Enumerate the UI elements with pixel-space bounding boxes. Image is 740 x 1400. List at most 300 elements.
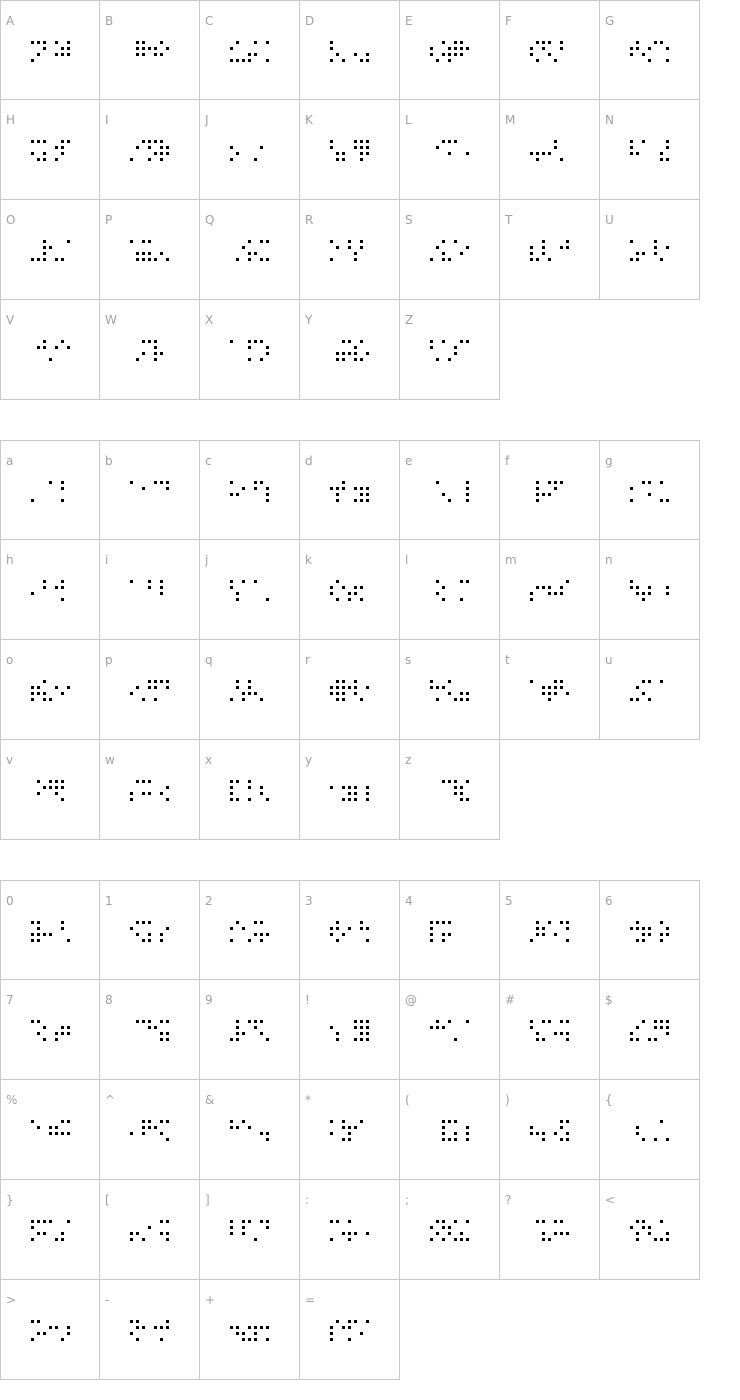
glyph-dot — [330, 240, 333, 243]
glyph-dot — [342, 1120, 345, 1123]
glyph-dot — [136, 780, 139, 783]
glyph-dot — [542, 692, 545, 695]
glyph-dot — [148, 240, 151, 243]
glyph-dot — [342, 352, 345, 355]
glyph-dot — [348, 1320, 351, 1323]
glyph-dot — [348, 927, 351, 930]
glyph-preview — [430, 41, 470, 61]
glyph-dot — [49, 358, 52, 361]
glyph-dot — [67, 1026, 70, 1029]
glyph-label: e — [405, 454, 413, 468]
glyph-dot — [642, 692, 645, 695]
glyph-dot — [560, 1020, 563, 1023]
glyph-dot — [31, 939, 34, 942]
glyph-dot — [160, 586, 163, 589]
glyph-dot — [336, 246, 339, 249]
glyph-dot — [542, 586, 545, 589]
glyph-dot — [448, 47, 451, 50]
glyph-cell — [0, 440, 100, 540]
glyph-preview — [130, 921, 170, 941]
glyph-dot — [61, 1238, 64, 1241]
glyph-dot — [248, 59, 251, 62]
glyph-dot — [366, 1038, 369, 1041]
glyph-dot — [136, 258, 139, 261]
glyph-dot — [242, 580, 245, 583]
glyph-dot — [230, 158, 233, 161]
glyph-dot — [354, 1038, 357, 1041]
glyph-preview — [130, 340, 170, 360]
glyph-dot — [530, 598, 533, 601]
glyph-dot — [260, 921, 263, 924]
glyph-dots — [230, 41, 272, 65]
glyph-preview — [530, 41, 570, 61]
glyph-dot — [154, 698, 157, 701]
glyph-dot — [130, 158, 133, 161]
glyph-dot — [130, 481, 133, 484]
glyph-label: 1 — [105, 894, 113, 908]
glyph-preview — [630, 481, 670, 501]
glyph-cell — [600, 200, 700, 300]
glyph-dot — [160, 680, 163, 683]
glyph-dot — [454, 140, 457, 143]
glyph-dot — [49, 1326, 52, 1329]
glyph-dot — [230, 493, 233, 496]
glyph-cell — [600, 540, 700, 640]
glyph-label: [ — [105, 1193, 110, 1207]
glyph-dot — [166, 47, 169, 50]
glyph-dots — [630, 1020, 672, 1044]
glyph-dot — [248, 1338, 251, 1341]
glyph-cell — [500, 880, 600, 980]
glyph-dot — [366, 786, 369, 789]
glyph-dot — [37, 1320, 40, 1323]
glyph-dot — [436, 246, 439, 249]
glyph-label: 8 — [105, 993, 113, 1007]
glyph-dot — [142, 792, 145, 795]
glyph-dot — [160, 1326, 163, 1329]
glyph-dot — [448, 140, 451, 143]
glyph-dots — [31, 1220, 73, 1244]
glyph-dot — [548, 41, 551, 44]
glyph-dot — [37, 927, 40, 930]
glyph-cell — [400, 640, 500, 740]
glyph-dot — [266, 352, 269, 355]
glyph-dot — [360, 140, 363, 143]
glyph-dot — [248, 258, 251, 261]
glyph-dots — [530, 1120, 572, 1144]
glyph-dot — [154, 47, 157, 50]
glyph-dot — [236, 780, 239, 783]
glyph-dot — [37, 939, 40, 942]
glyph-dot — [254, 1026, 257, 1029]
glyph-dot — [154, 352, 157, 355]
glyph-dot — [61, 786, 64, 789]
glyph-label: f — [505, 454, 510, 468]
glyph-cell — [300, 640, 400, 740]
glyph-dot — [354, 680, 357, 683]
glyph-dot — [160, 53, 163, 56]
glyph-dot — [37, 1126, 40, 1129]
glyph-dot — [336, 53, 339, 56]
glyph-label: * — [305, 1093, 311, 1107]
glyph-cell — [300, 540, 400, 640]
glyph-dot — [630, 240, 633, 243]
glyph-dot — [430, 686, 433, 689]
glyph-dot — [430, 340, 433, 343]
glyph-label: % — [6, 1093, 18, 1107]
glyph-dot — [654, 1138, 657, 1141]
glyph-dot — [55, 258, 58, 261]
glyph-dots — [31, 921, 73, 945]
glyph-dot — [148, 1020, 151, 1023]
glyph-dot — [49, 1126, 52, 1129]
glyph-dot — [330, 59, 333, 62]
glyph-dot — [55, 53, 58, 56]
glyph-dot — [466, 780, 469, 783]
glyph-dot — [660, 152, 663, 155]
glyph-dot — [342, 158, 345, 161]
glyph-preview — [430, 680, 470, 700]
glyph-dot — [148, 1226, 151, 1229]
glyph-label: D — [305, 14, 315, 28]
glyph-dot — [660, 680, 663, 683]
glyph-dots — [330, 580, 372, 604]
glyph-dot — [330, 140, 333, 143]
glyph-dot — [130, 692, 133, 695]
glyph-dot — [360, 1332, 363, 1335]
glyph-dot — [266, 346, 269, 349]
glyph-cell — [0, 880, 100, 980]
glyph-dot — [260, 1132, 263, 1135]
glyph-dot — [448, 1120, 451, 1123]
glyph-dot — [542, 246, 545, 249]
glyph-dots — [31, 780, 73, 804]
glyph-label: R — [305, 213, 314, 227]
glyph-label: P — [105, 213, 113, 227]
glyph-dot — [666, 499, 669, 502]
glyph-dot — [648, 59, 651, 62]
glyph-dot — [354, 487, 357, 490]
glyph-preview — [130, 1020, 170, 1040]
glyph-dot — [148, 140, 151, 143]
glyph-preview — [230, 41, 270, 61]
glyph-label: K — [305, 113, 313, 127]
glyph-dot — [466, 1020, 469, 1023]
glyph-dot — [336, 493, 339, 496]
glyph-dot — [448, 258, 451, 261]
glyph-dot — [55, 146, 58, 149]
glyph-dot — [460, 340, 463, 343]
glyph-dot — [148, 1120, 151, 1123]
glyph-dot — [666, 1032, 669, 1035]
glyph-dot — [330, 41, 333, 44]
section-lowercase — [0, 440, 700, 840]
glyph-dot — [136, 41, 139, 44]
glyph-dot — [230, 1226, 233, 1229]
glyph-dot — [560, 586, 563, 589]
glyph-dot — [660, 933, 663, 936]
glyph-dot — [442, 1120, 445, 1123]
glyph-label: y — [305, 753, 313, 767]
glyph-dot — [166, 1020, 169, 1023]
glyph-preview — [530, 481, 570, 501]
glyph-dot — [448, 780, 451, 783]
glyph-preview — [230, 140, 270, 160]
glyph-cell — [400, 540, 500, 640]
glyph-dot — [43, 47, 46, 50]
glyph-label: Y — [305, 313, 313, 327]
glyph-dot — [336, 499, 339, 502]
glyph-dot — [666, 246, 669, 249]
glyph-dot — [354, 252, 357, 255]
glyph-dot — [342, 698, 345, 701]
glyph-dot — [142, 780, 145, 783]
glyph-dot — [454, 1220, 457, 1223]
glyph-dot — [530, 1020, 533, 1023]
glyph-dot — [348, 1238, 351, 1241]
glyph-dot — [536, 1132, 539, 1135]
glyph-dots — [530, 580, 572, 604]
glyph-dot — [630, 152, 633, 155]
glyph-dot — [154, 1026, 157, 1029]
glyph-dot — [31, 592, 34, 595]
glyph-dots — [31, 1320, 73, 1344]
glyph-dot — [260, 481, 263, 484]
glyph-dots — [230, 240, 272, 264]
glyph-dot — [366, 792, 369, 795]
glyph-dot — [236, 1038, 239, 1041]
glyph-label: w — [105, 753, 115, 767]
glyph-dot — [542, 152, 545, 155]
glyph-dot — [254, 340, 257, 343]
glyph-cell — [500, 200, 600, 300]
glyph-dot — [436, 592, 439, 595]
glyph-dot — [31, 59, 34, 62]
glyph-dot — [642, 1138, 645, 1141]
glyph-dot — [166, 1326, 169, 1329]
glyph-preview — [31, 780, 71, 800]
glyph-label: 3 — [305, 894, 313, 908]
glyph-cell — [400, 300, 500, 400]
glyph-dot — [61, 1232, 64, 1235]
glyph-label: { — [605, 1093, 613, 1107]
glyph-cell — [300, 0, 400, 100]
glyph-dot — [366, 53, 369, 56]
glyph-preview — [430, 921, 470, 941]
glyph-dot — [366, 152, 369, 155]
glyph-preview — [230, 1120, 270, 1140]
glyph-dot — [642, 592, 645, 595]
glyph-dot — [154, 53, 157, 56]
glyph-dot — [330, 1326, 333, 1329]
glyph-dot — [230, 798, 233, 801]
glyph-label: 9 — [205, 993, 213, 1007]
glyph-dot — [248, 780, 251, 783]
glyph-dot — [148, 933, 151, 936]
glyph-dot — [248, 346, 251, 349]
glyph-dot — [448, 692, 451, 695]
glyph-dot — [148, 258, 151, 261]
glyph-dot — [442, 598, 445, 601]
glyph-dot — [448, 921, 451, 924]
glyph-cell — [300, 300, 400, 400]
glyph-cell — [200, 980, 300, 1080]
glyph-dot — [242, 927, 245, 930]
glyph-dot — [142, 939, 145, 942]
glyph-dot — [466, 47, 469, 50]
glyph-dot — [31, 921, 34, 924]
glyph-dot — [360, 598, 363, 601]
glyph-cell — [100, 100, 200, 200]
glyph-cell — [200, 100, 300, 200]
glyph-dot — [542, 1138, 545, 1141]
glyph-preview — [630, 240, 670, 260]
glyph-dot — [436, 1232, 439, 1235]
glyph-dot — [530, 152, 533, 155]
glyph-dot — [342, 1126, 345, 1129]
glyph-dot — [160, 1032, 163, 1035]
glyph-dot — [136, 1020, 139, 1023]
glyph-label: < — [605, 1193, 616, 1207]
glyph-dot — [354, 499, 357, 502]
glyph-dot — [154, 340, 157, 343]
glyph-dot — [242, 59, 245, 62]
glyph-dot — [43, 346, 46, 349]
glyph-dot — [360, 358, 363, 361]
glyph-dot — [348, 1326, 351, 1329]
glyph-dot — [230, 698, 233, 701]
glyph-dot — [654, 1038, 657, 1041]
glyph-dot — [542, 933, 545, 936]
glyph-dots — [630, 921, 672, 945]
glyph-dot — [49, 481, 52, 484]
glyph-dot — [548, 53, 551, 56]
glyph-dot — [242, 1032, 245, 1035]
glyph-cell — [600, 1180, 700, 1280]
glyph-dots — [230, 1220, 272, 1244]
glyph-dot — [436, 698, 439, 701]
glyph-cell — [400, 880, 500, 980]
glyph-dots — [530, 1220, 572, 1244]
glyph-dot — [554, 1232, 557, 1235]
glyph-dot — [142, 1326, 145, 1329]
glyph-dot — [442, 340, 445, 343]
glyph-label: x — [205, 753, 213, 767]
glyph-dot — [360, 487, 363, 490]
glyph-dot — [166, 1138, 169, 1141]
glyph-dot — [266, 499, 269, 502]
glyph-dot — [67, 1326, 70, 1329]
glyph-dot — [260, 340, 263, 343]
glyph-dot — [660, 258, 663, 261]
glyph-cell — [500, 640, 600, 740]
glyph-dot — [548, 1238, 551, 1241]
glyph-dot — [260, 146, 263, 149]
glyph-dot — [49, 780, 52, 783]
glyph-preview — [530, 1120, 570, 1140]
glyph-dot — [342, 786, 345, 789]
glyph-dot — [454, 346, 457, 349]
glyph-dot — [642, 1020, 645, 1023]
glyph-dot — [166, 152, 169, 155]
glyph-preview — [430, 580, 470, 600]
glyph-preview — [430, 481, 470, 501]
glyph-label: d — [305, 454, 313, 468]
glyph-dot — [230, 927, 233, 930]
glyph-dot — [348, 340, 351, 343]
glyph-label: h — [6, 553, 14, 567]
glyph-dot — [37, 258, 40, 261]
glyph-dots — [130, 1020, 172, 1044]
glyph-dot — [330, 1338, 333, 1341]
glyph-dot — [354, 258, 357, 261]
glyph-dot — [43, 246, 46, 249]
glyph-dot — [31, 686, 34, 689]
glyph-dot — [67, 1120, 70, 1123]
glyph-preview — [230, 240, 270, 260]
glyph-cell — [200, 640, 300, 740]
glyph-dot — [254, 487, 257, 490]
glyph-dots — [530, 481, 572, 505]
glyph-dot — [148, 780, 151, 783]
glyph-dot — [454, 53, 457, 56]
glyph-dots — [130, 921, 172, 945]
glyph-dot — [430, 53, 433, 56]
glyph-dot — [67, 1132, 70, 1135]
glyph-dots — [630, 481, 672, 505]
glyph-cell — [600, 100, 700, 200]
glyph-dot — [660, 1120, 663, 1123]
glyph-dot — [536, 1038, 539, 1041]
glyph-dot — [348, 786, 351, 789]
glyph-dots — [130, 481, 172, 505]
glyph-dot — [136, 1326, 139, 1329]
glyph-preview — [31, 481, 71, 501]
glyph-dot — [542, 927, 545, 930]
glyph-dot — [266, 41, 269, 44]
glyph-label: s — [405, 653, 412, 667]
glyph-preview — [530, 140, 570, 160]
glyph-dot — [354, 1232, 357, 1235]
glyph-cell — [600, 880, 700, 980]
glyph-dot — [442, 933, 445, 936]
glyph-preview — [430, 1120, 470, 1140]
glyph-dot — [61, 140, 64, 143]
glyph-dot — [37, 41, 40, 44]
glyph-preview — [330, 1020, 370, 1040]
glyph-dots — [630, 1220, 672, 1244]
glyph-preview — [430, 780, 470, 800]
glyph-dot — [148, 580, 151, 583]
glyph-dot — [560, 158, 563, 161]
glyph-dot — [348, 792, 351, 795]
glyph-cell — [500, 980, 600, 1080]
glyph-dot — [466, 580, 469, 583]
glyph-dots — [130, 340, 172, 364]
glyph-cell — [100, 740, 200, 840]
glyph-dot — [636, 921, 639, 924]
glyph-dot — [43, 1038, 46, 1041]
glyph-dot — [360, 1026, 363, 1029]
glyph-preview — [230, 481, 270, 501]
glyph-dot — [330, 1026, 333, 1029]
glyph-dot — [67, 53, 70, 56]
glyph-dot — [548, 152, 551, 155]
glyph-dot — [37, 692, 40, 695]
glyph-dot — [442, 1126, 445, 1129]
glyph-dots — [230, 680, 272, 704]
glyph-dots — [31, 580, 73, 604]
